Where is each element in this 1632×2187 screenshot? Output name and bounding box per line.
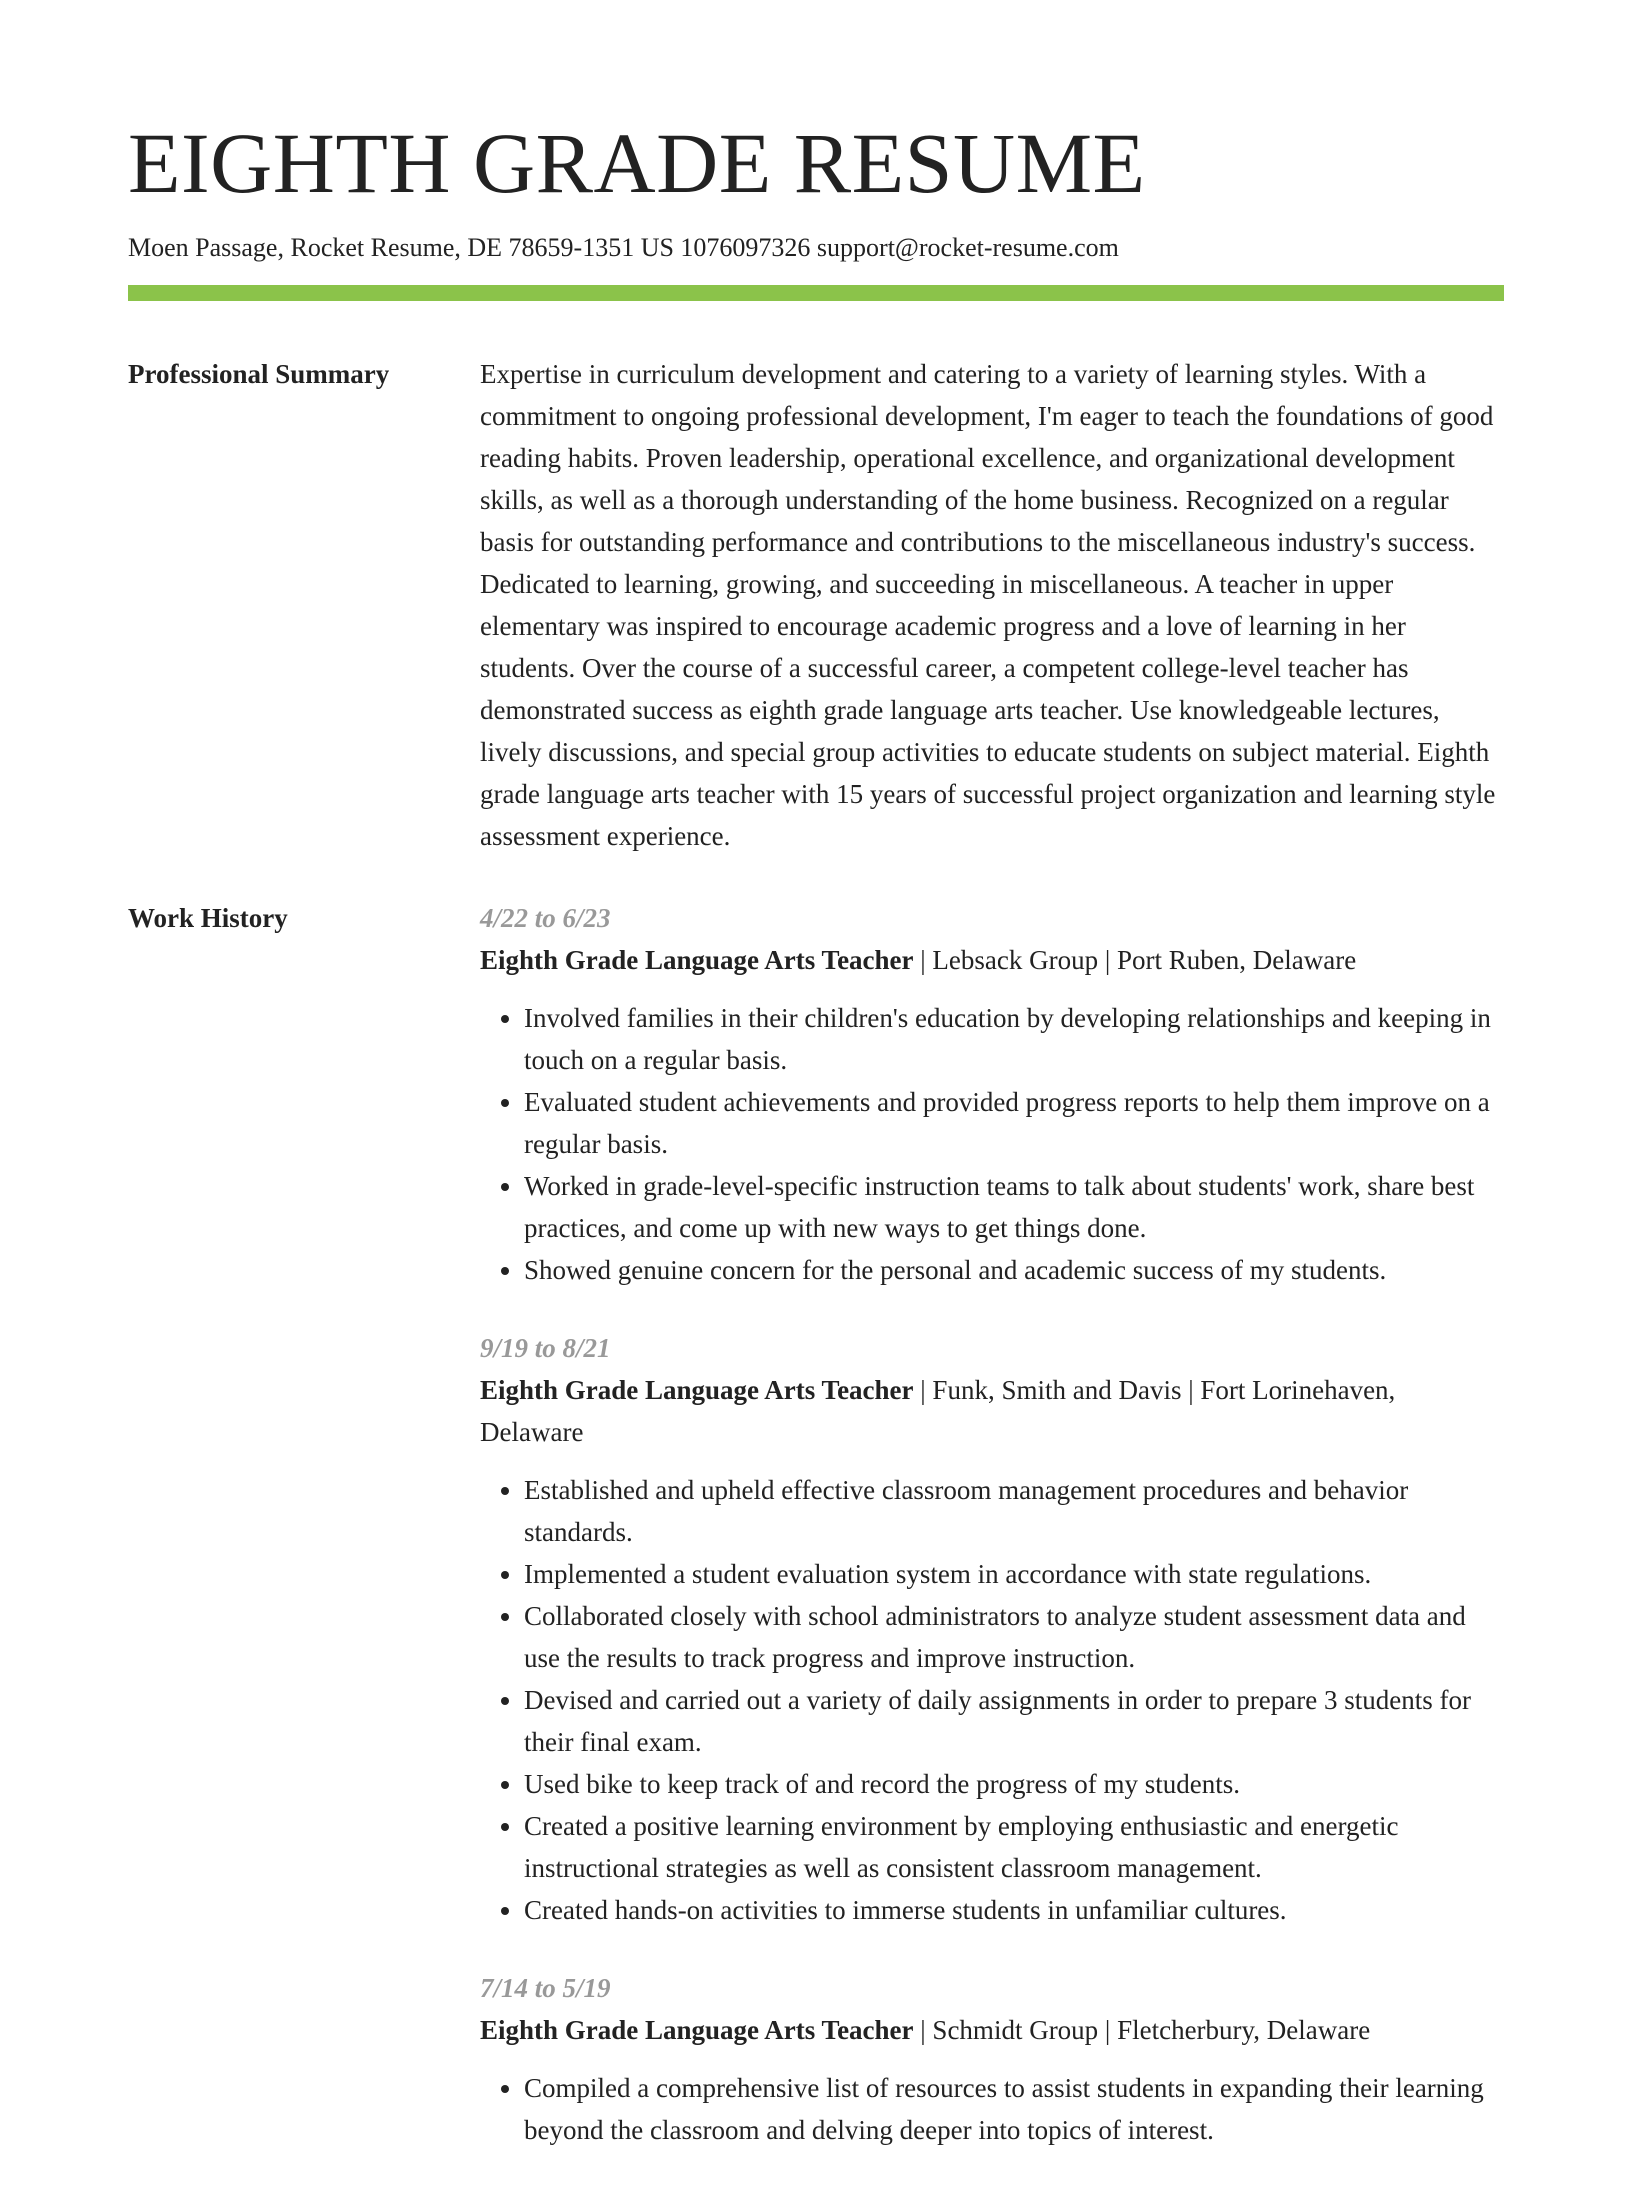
- job-bullet: • Used bike to keep track of and record the progress of my students.: [524, 1763, 1504, 1805]
- job-entry: [480, 1327, 1504, 1931]
- job-entry: [480, 897, 1504, 1291]
- job-bullet: • Collaborated closely with school administrators to analyze student assessment data and use the results to track progress and improve instruction.: [524, 1595, 1504, 1679]
- job-bullet: • Created hands-on activities to immerse students in unfamiliar cultures.: [524, 1889, 1504, 1931]
- job-bullet: • Implemented a student evaluation system in accordance with state regulations.: [524, 1553, 1504, 1595]
- summary-text: Expertise in curriculum development and catering to a variety of learning styles. With a commitment to ongoing professional development, I'm eager to teach the foundations of good reading habits. Proven leadership, operational excellence, and organizational development skills, as well as a thorough understanding of the home business. Recognized on a regular basis for outstanding performance and contributions to the miscellaneous industry's success. Dedicated to learning, growing, and succeeding in miscellaneous. A teacher in upper elementary was inspired to encourage academic progress and a love of learning in her students. Over the course of a successful career, a competent college-level teacher has demonstrated success as eighth grade language arts teacher. Use knowledgeable lectures, lively discussions, and special group activities to educate students on subject material. Eighth grade language arts teacher with 15 years of successful project organization and learning style assessment experience.: [480, 359, 1496, 852]
- job-bullet-list: [480, 2067, 1504, 2151]
- section-label-work: Work History: [128, 903, 288, 934]
- job-role: Eighth Grade Language Arts Teacher: [480, 2015, 914, 2046]
- job-bullet: • Created a positive learning environment by employing enthusiastic and energetic instructional strategies as well as consistent classroom management.: [524, 1805, 1504, 1889]
- summary-body: [480, 353, 1504, 857]
- job-bullet-list: [480, 997, 1504, 1291]
- job-title-line: [480, 939, 1504, 981]
- job-bullet-list: [480, 1469, 1504, 1931]
- job-title-line: [480, 2009, 1504, 2051]
- job-dates: 7/14 to 5/19: [480, 1973, 611, 2004]
- professional-summary-section: [128, 353, 1504, 857]
- job-details: | Lebsack Group | Port Ruben, Delaware: [913, 945, 1357, 976]
- resume-page: [128, 0, 1504, 2187]
- work-history-body: [480, 897, 1504, 2187]
- job-bullet: • Involved families in their children's education by developing relationships and keeping in touch on a regular basis.: [524, 997, 1504, 1081]
- section-label-summary: Professional Summary: [128, 359, 390, 390]
- work-history-section: [128, 897, 1504, 2187]
- job-bullet: • Established and upheld effective classroom management procedures and behavior standards.: [524, 1469, 1504, 1553]
- resume-title: EIGHTH GRADE RESUME: [128, 115, 1146, 211]
- job-bullet: • Devised and carried out a variety of daily assignments in order to prepare 3 students for their final exam.: [524, 1679, 1504, 1763]
- job-entry: [480, 1967, 1504, 2151]
- contact-line: Moen Passage, Rocket Resume, DE 78659-1351 US 1076097326 support@rocket-resume.com: [128, 233, 1119, 262]
- job-bullet: • Worked in grade-level-specific instruction teams to talk about students' work, share best practices, and come up with new ways to get things done.: [524, 1165, 1504, 1249]
- job-bullet: • Showed genuine concern for the personal and academic success of my students.: [524, 1249, 1504, 1291]
- job-title-line: [480, 1369, 1504, 1453]
- job-role: Eighth Grade Language Arts Teacher: [480, 1375, 914, 1406]
- job-details: | Schmidt Group | Fletcherbury, Delaware: [913, 2015, 1371, 2046]
- job-bullet: • Evaluated student achievements and provided progress reports to help them improve on a regular basis.: [524, 1081, 1504, 1165]
- job-role: Eighth Grade Language Arts Teacher: [480, 945, 914, 976]
- job-dates: 4/22 to 6/23: [480, 903, 611, 934]
- accent-divider: [128, 285, 1504, 301]
- job-details: | Funk, Smith and Davis | Fort Lorinehaven, Delaware: [480, 1375, 1396, 1448]
- job-dates: 9/19 to 8/21: [480, 1333, 611, 1364]
- job-bullet: • Compiled a comprehensive list of resources to assist students in expanding their learning beyond the classroom and delving deeper into topics of interest.: [524, 2067, 1504, 2151]
